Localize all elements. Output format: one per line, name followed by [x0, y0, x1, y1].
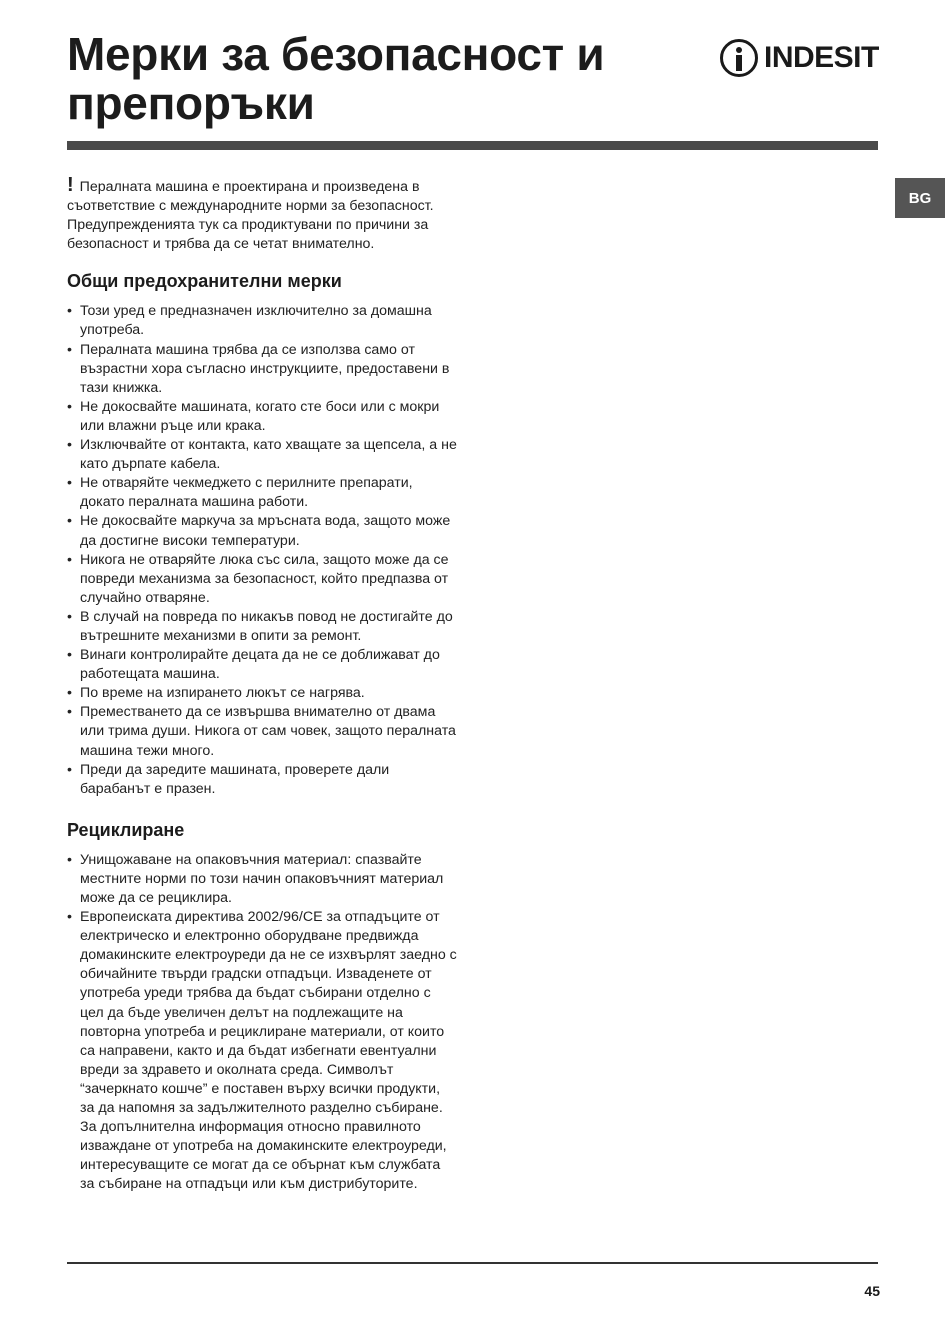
section-title: Общи предохранителни мерки [67, 271, 342, 292]
section-general-precautions [67, 269, 457, 798]
list-item: • Винаги контролирайте децата да не се доближават до работещата машина. [67, 646, 457, 684]
list-item: • Не отваряйте чекмеджето с перилните препарати, докато пералната машина работи. [67, 474, 457, 512]
precautions-list [67, 302, 457, 798]
indesit-i-icon [720, 39, 758, 77]
list-item: • Този уред е предназначен изключително за домашна употреба. [67, 302, 457, 340]
main-content [67, 176, 457, 1214]
page-title: Мерки за безопасност и препоръки [67, 28, 605, 129]
language-tab: BG [895, 178, 945, 218]
list-item: • Преди да заредите машината, проверете дали барабанът е празен. [67, 761, 457, 799]
list-item: • Никога не отваряйте люка със сила, защото може да се повреди механизма за безопасност, който предпазва от случайно отваряне. [67, 551, 457, 608]
list-item: • Изключвайте от контакта, като хващате за щепсела, а не като дърпате кабела. [67, 436, 457, 474]
list-item: • По време на изпирането люкът се нагрява. [67, 684, 457, 703]
list-item: • Пералната машина трябва да се използва само от възрастни хора съгласно инструкциите, предоставени в тази книжка. [67, 341, 457, 398]
footer-divider [67, 1262, 878, 1264]
list-item: • Не докосвайте маркуча за мръсната вода, защото може да достигне високи температури. [67, 512, 457, 550]
page-number: 45 [864, 1283, 880, 1299]
section-title: Рециклиране [67, 819, 185, 840]
header-divider [67, 141, 878, 150]
list-item: • В случай на повреда по никакъв повод не достигайте до вътрешните механизми в опити за ремонт. [67, 608, 457, 646]
recycling-list [67, 851, 457, 1195]
section-recycling [67, 818, 457, 1195]
brand-logo [720, 37, 879, 79]
intro-text: Пералната машина е проектирана и произведена в съответствие с международните норми за безопасност. Предупрежденията тук са продиктувани по причини за безопасност и трябва да се четат внимателно. [67, 179, 434, 253]
list-item: • Унищожаване на опаковъчния материал: спазвайте местните норми по този начин опаковъчният материал може да се рециклира. [67, 851, 457, 908]
intro-paragraph [67, 176, 457, 254]
brand-name: INDESIT [764, 41, 879, 74]
warning-mark: ! [67, 174, 74, 196]
list-item: • Европеиската директива 2002/96/CE за отпадъците от електрическо и електронно оборудване предвижда домакинските електроуреди да не се изхвърлят заедно с обичайните твърди градски отпадъци. Изваденете от употреба уреди трябва да бъдат събирани отделно с цел да бъде увеличен делът на подлежащите на повторна употреба и рециклиране материали, от които са направени, както и да бъдат избегнати евентуални вреди за здравето и околната среда. Символът “зачеркнато кошче” е поставен върху всички продукти, за да напомня за задължителното разделно събиране. За допълнителна информация относно правилното изваждане от употреба на домакинските електроуреди, интересуващите се могат да се обърнат към службата за събиране на отпадъци или към дистрибуторите. [67, 908, 457, 1194]
list-item: • Не докосвайте машината, когато сте боси или с мокри или влажни ръце или крака. [67, 398, 457, 436]
list-item: • Преместването да се извършва внимателно от двама или трима души. Никога от сам човек, защото пералната машина тежи много. [67, 703, 457, 760]
